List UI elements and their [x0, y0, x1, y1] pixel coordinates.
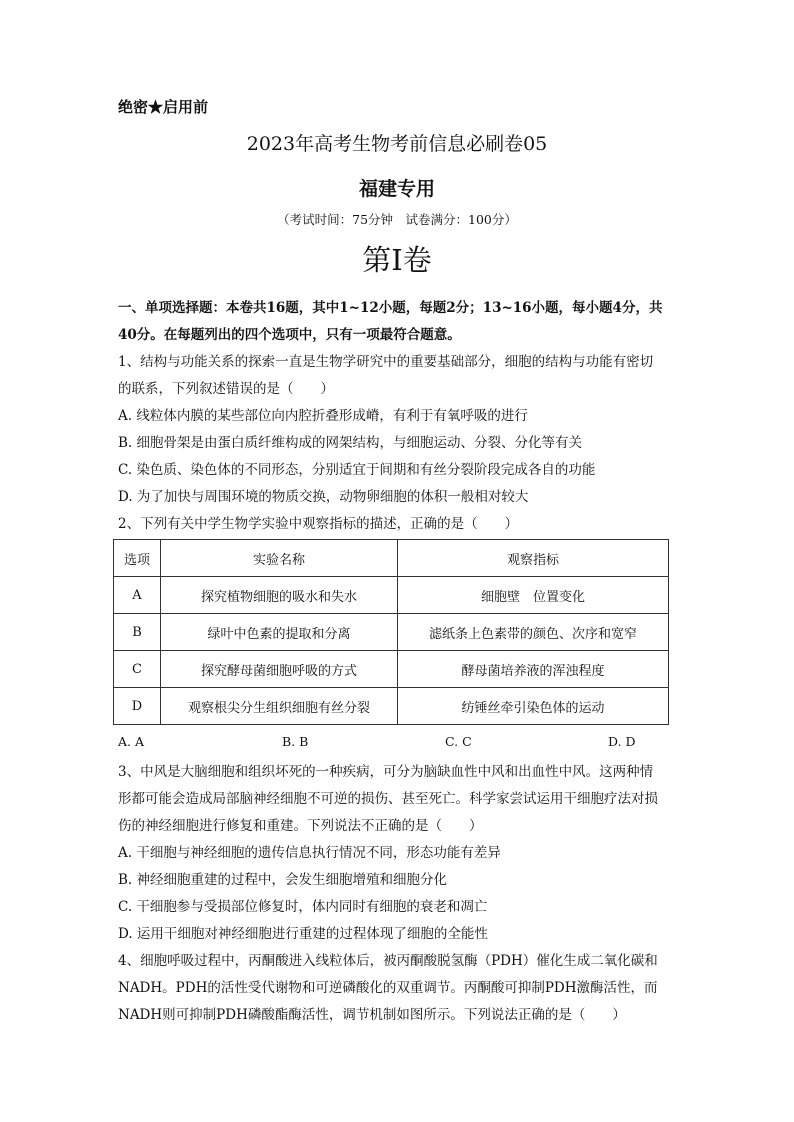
exam-subtitle: 福建专用 [358, 178, 435, 200]
exam-info: （考试时间：75分钟 试卷满分：100分） [277, 212, 517, 227]
row-indicator: 纺锤丝牵引染色体的运动 [398, 688, 669, 725]
row-experiment: 观察根尖分生组织细胞有丝分裂 [161, 688, 398, 725]
q4-stem-line2: NADH。PDH的活性受代谢物和可逆磷酸化的双重调节。丙酮酸可抑制PDH激酶活性，而 [118, 980, 658, 996]
q2-table [113, 539, 669, 725]
q3-option-a: A. 干细胞与神经细胞的遗传信息执行情况不同，形态功能有差异 [118, 845, 501, 861]
row-experiment: 绿叶中色素的提取和分离 [161, 614, 398, 651]
table-row [114, 614, 669, 651]
q2-choice-c: C. C [445, 734, 472, 749]
table-header-row [114, 540, 669, 577]
section-instructions-line2: 40分。在每题列出的四个选项中，只有一项最符合题意。 [118, 327, 461, 343]
confidential-label: 绝密★启用前 [118, 98, 209, 116]
q2-choice-a: A. A [118, 734, 145, 749]
q3-stem-line3: 伤的神经细胞进行修复和重建。下列说法不正确的是（ ） [118, 818, 483, 834]
exam-title: 2023年高考生物考前信息必刷卷05 [246, 133, 548, 155]
row-option: C [114, 651, 161, 688]
row-experiment: 探究酵母菌细胞呼吸的方式 [161, 651, 398, 688]
header-option: 选项 [114, 540, 161, 577]
row-option: A [114, 577, 161, 614]
row-option: B [114, 614, 161, 651]
q1-stem-line2: 的联系，下列叙述错误的是（ ） [118, 381, 334, 397]
q1-option-d: D. 为了加快与周围环境的物质交换，动物卵细胞的体积一般相对较大 [118, 489, 529, 505]
q4-stem-line3: NADH则可抑制PDH磷酸酯酶活性，调节机制如图所示。下列说法正确的是（ ） [118, 1007, 626, 1023]
q1-stem-line1: 1、结构与功能关系的探索一直是生物学研究中的重要基础部分，细胞的结构与功能有密切 [118, 354, 654, 370]
row-indicator: 滤纸条上色素带的颜色、次序和宽窄 [398, 614, 669, 651]
header-experiment: 实验名称 [161, 540, 398, 577]
q1-option-c: C. 染色质、染色体的不同形态，分别适宜于间期和有丝分裂阶段完成各自的功能 [118, 462, 596, 478]
row-indicator: 细胞壁 位置变化 [398, 577, 669, 614]
q3-option-c: C. 干细胞参与受损部位修复时，体内同时有细胞的衰老和凋亡 [118, 899, 488, 915]
row-indicator: 酵母菌培养液的浑浊程度 [398, 651, 669, 688]
table-row [114, 577, 669, 614]
q3-stem-line2: 形都可能会造成局部脑神经细胞不可逆的损伤、甚至死亡。科学家尝试运用干细胞疗法对损 [118, 791, 658, 807]
header-indicator: 观察指标 [398, 540, 669, 577]
q1-option-b: B. 细胞骨架是由蛋白质纤维构成的网架结构，与细胞运动、分裂、分化等有关 [118, 435, 583, 451]
section-instructions-line1: 一、单项选择题：本卷共16题，其中1~12小题，每题2分；13~16小题，每小题4分，共 [118, 300, 663, 316]
q2-choice-d: D. D [608, 734, 636, 749]
table-row [114, 688, 669, 725]
q3-stem-line1: 3、中风是大脑细胞和组织坏死的一种疾病，可分为脑缺血性中风和出血性中风。这两种情 [118, 764, 654, 780]
q2-stem: 2、下列有关中学生物学实验中观察指标的描述，正确的是（ ） [118, 516, 519, 532]
q4-stem-line1: 4、细胞呼吸过程中，丙酮酸进入线粒体后，被丙酮酸脱氢酶（PDH）催化生成二氧化碳和 [118, 953, 658, 969]
q1-option-a: A. 线粒体内膜的某些部位向内腔折叠形成嵴，有利于有氧呼吸的进行 [118, 408, 528, 424]
row-option: D [114, 688, 161, 725]
q3-option-b: B. 神经细胞重建的过程中，会发生细胞增殖和细胞分化 [118, 872, 448, 888]
q2-choice-b: B. B [282, 734, 309, 749]
volume-heading: 第I卷 [362, 243, 432, 277]
table-row [114, 651, 669, 688]
row-experiment: 探究植物细胞的吸水和失水 [161, 577, 398, 614]
q3-option-d: D. 运用干细胞对神经细胞进行重建的过程体现了细胞的全能性 [118, 926, 488, 942]
